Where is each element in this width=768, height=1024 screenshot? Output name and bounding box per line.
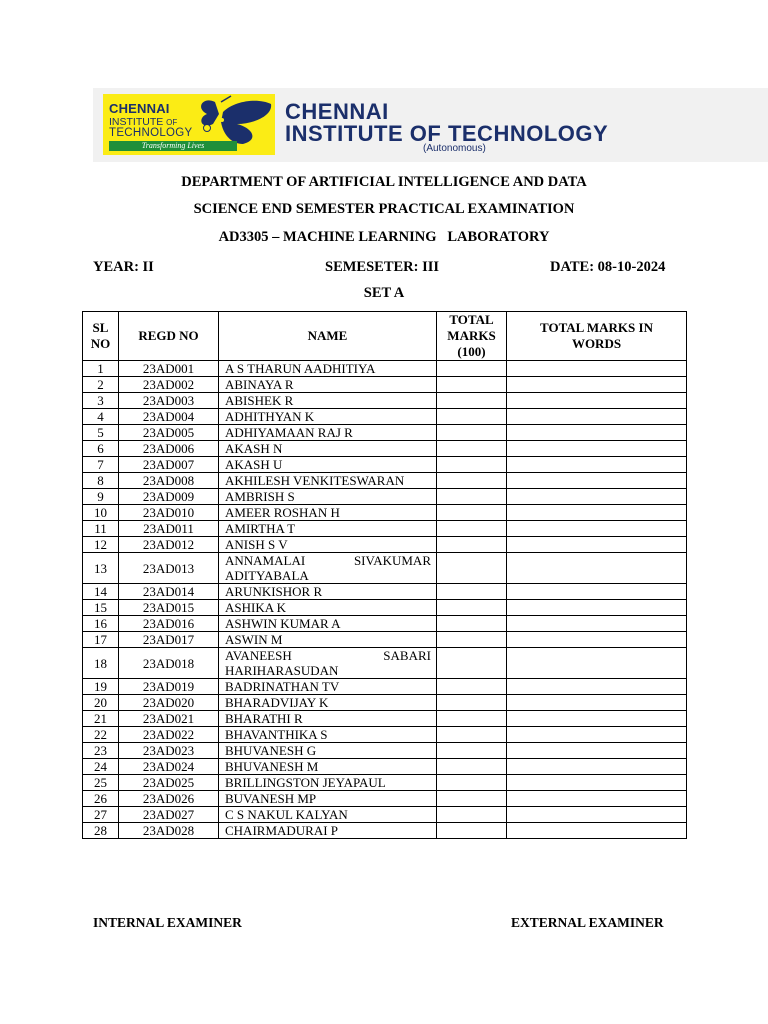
row-marks-words[interactable]	[507, 489, 687, 505]
row-marks-words[interactable]	[507, 441, 687, 457]
row-name: AMIRTHA T	[219, 521, 437, 537]
row-total-marks[interactable]	[437, 727, 507, 743]
row-name: AKASH N	[219, 441, 437, 457]
table-row	[83, 711, 687, 727]
row-regd: 23AD025	[119, 775, 219, 791]
row-total-marks[interactable]	[437, 632, 507, 648]
row-name: ARUNKISHOR R	[219, 584, 437, 600]
date-label: DATE: 08-10-2024	[550, 259, 666, 275]
row-marks-words[interactable]	[507, 632, 687, 648]
table-row	[83, 521, 687, 537]
row-total-marks[interactable]	[437, 759, 507, 775]
row-marks-words[interactable]	[507, 648, 687, 679]
row-name: AVANEESH SABARI HARIHARASUDAN	[219, 648, 437, 679]
row-sl: 22	[83, 727, 119, 743]
row-sl: 19	[83, 679, 119, 695]
row-name: ANNAMALAI SIVAKUMAR ADITYABALA	[219, 553, 437, 584]
header-marks-words	[507, 312, 687, 361]
row-regd: 23AD023	[119, 743, 219, 759]
institute-banner	[93, 88, 768, 162]
header-total-line3: (100)	[457, 344, 486, 359]
row-name: ABISHEK R	[219, 393, 437, 409]
row-name: AMEER ROSHAN H	[219, 505, 437, 521]
row-sl: 11	[83, 521, 119, 537]
row-total-marks[interactable]	[437, 648, 507, 679]
row-sl: 26	[83, 791, 119, 807]
row-total-marks[interactable]	[437, 823, 507, 839]
row-marks-words[interactable]	[507, 505, 687, 521]
row-sl: 23	[83, 743, 119, 759]
row-sl: 9	[83, 489, 119, 505]
row-sl: 4	[83, 409, 119, 425]
brand-name-line2: INSTITUTE OF TECHNOLOGY	[285, 121, 609, 146]
row-sl: 17	[83, 632, 119, 648]
row-marks-words[interactable]	[507, 393, 687, 409]
row-sl: 10	[83, 505, 119, 521]
row-regd: 23AD017	[119, 632, 219, 648]
row-regd: 23AD018	[119, 648, 219, 679]
row-total-marks[interactable]	[437, 457, 507, 473]
row-total-marks[interactable]	[437, 743, 507, 759]
row-sl: 27	[83, 807, 119, 823]
table-row	[83, 361, 687, 377]
row-marks-words[interactable]	[507, 695, 687, 711]
row-name: AMBRISH S	[219, 489, 437, 505]
row-name: BHUVANESH G	[219, 743, 437, 759]
row-total-marks[interactable]	[437, 807, 507, 823]
row-total-marks[interactable]	[437, 775, 507, 791]
row-marks-words[interactable]	[507, 743, 687, 759]
row-regd: 23AD021	[119, 711, 219, 727]
internal-examiner-label: INTERNAL EXAMINER	[93, 915, 242, 930]
row-sl: 2	[83, 377, 119, 393]
row-marks-words[interactable]	[507, 600, 687, 616]
row-total-marks[interactable]	[437, 616, 507, 632]
row-regd: 23AD011	[119, 521, 219, 537]
row-total-marks[interactable]	[437, 441, 507, 457]
row-sl: 21	[83, 711, 119, 727]
row-regd: 23AD004	[119, 409, 219, 425]
year-label: YEAR: II	[93, 259, 154, 275]
table-row	[83, 457, 687, 473]
row-regd: 23AD007	[119, 457, 219, 473]
table-row	[83, 695, 687, 711]
logo-chennai: CHENNAI	[109, 101, 170, 116]
row-marks-words[interactable]	[507, 409, 687, 425]
institute-logo	[103, 94, 275, 155]
row-name: BUVANESH MP	[219, 791, 437, 807]
row-name: ADHITHYAN K	[219, 409, 437, 425]
row-name: BHARATHI R	[219, 711, 437, 727]
row-regd: 23AD003	[119, 393, 219, 409]
semester-label: SEMESETER: III	[325, 259, 440, 275]
row-sl: 20	[83, 695, 119, 711]
row-name: A S THARUN AADHITIYA	[219, 361, 437, 377]
heading-course: AD3305 – MACHINE LEARNING LABORATORY	[218, 229, 550, 245]
row-total-marks[interactable]	[437, 600, 507, 616]
table-row	[83, 743, 687, 759]
row-regd: 23AD014	[119, 584, 219, 600]
row-total-marks[interactable]	[437, 425, 507, 441]
table-row	[83, 505, 687, 521]
row-total-marks[interactable]	[437, 695, 507, 711]
row-regd: 23AD027	[119, 807, 219, 823]
row-total-marks[interactable]	[437, 679, 507, 695]
row-regd: 23AD013	[119, 553, 219, 584]
table-row	[83, 441, 687, 457]
row-name: AKASH U	[219, 457, 437, 473]
row-sl: 3	[83, 393, 119, 409]
row-regd: 23AD022	[119, 727, 219, 743]
row-marks-words[interactable]	[507, 679, 687, 695]
row-total-marks[interactable]	[437, 537, 507, 553]
row-name: ADHIYAMAAN RAJ R	[219, 425, 437, 441]
header-sl-line1: SL	[92, 320, 109, 335]
row-total-marks[interactable]	[437, 584, 507, 600]
logo-institute-word: INSTITUTE	[109, 116, 164, 128]
row-regd: 23AD010	[119, 505, 219, 521]
logo-tagline: Transforming Lives	[109, 141, 237, 151]
row-marks-words[interactable]	[507, 616, 687, 632]
header-regd-no: REGD NO	[119, 312, 219, 361]
row-sl: 15	[83, 600, 119, 616]
table-row	[83, 791, 687, 807]
row-sl: 6	[83, 441, 119, 457]
row-regd: 23AD028	[119, 823, 219, 839]
row-sl: 13	[83, 553, 119, 584]
row-marks-words[interactable]	[507, 521, 687, 537]
header-total-line2: MARKS	[447, 328, 496, 343]
table-row	[83, 409, 687, 425]
row-name: BADRINATHAN TV	[219, 679, 437, 695]
brand-name-line1: CHENNAI	[285, 99, 389, 124]
row-marks-words[interactable]	[507, 807, 687, 823]
table-row	[83, 425, 687, 441]
row-regd: 23AD015	[119, 600, 219, 616]
logo-of: OF	[166, 118, 178, 127]
row-sl: 18	[83, 648, 119, 679]
row-marks-words[interactable]	[507, 361, 687, 377]
row-marks-words[interactable]	[507, 727, 687, 743]
row-sl: 7	[83, 457, 119, 473]
row-total-marks[interactable]	[437, 711, 507, 727]
header-words-line1: TOTAL MARKS IN	[540, 320, 653, 335]
row-regd: 23AD005	[119, 425, 219, 441]
row-regd: 23AD020	[119, 695, 219, 711]
row-name: ABINAYA R	[219, 377, 437, 393]
row-total-marks[interactable]	[437, 473, 507, 489]
row-sl: 12	[83, 537, 119, 553]
table-row	[83, 616, 687, 632]
logo-technology: TECHNOLOGY	[109, 127, 193, 139]
row-marks-words[interactable]	[507, 473, 687, 489]
row-regd: 23AD019	[119, 679, 219, 695]
row-name: BHARADVIJAY K	[219, 695, 437, 711]
header-sl-no	[83, 312, 119, 361]
row-marks-words[interactable]	[507, 553, 687, 584]
table-row	[83, 807, 687, 823]
row-regd: 23AD016	[119, 616, 219, 632]
row-name: AKHILESH VENKITESWARAN	[219, 473, 437, 489]
row-regd: 23AD026	[119, 791, 219, 807]
table-row	[83, 823, 687, 839]
row-name: ASWIN M	[219, 632, 437, 648]
table-row	[83, 600, 687, 616]
header-name: NAME	[219, 312, 437, 361]
row-marks-words[interactable]	[507, 457, 687, 473]
row-sl: 25	[83, 775, 119, 791]
marks-table	[82, 311, 687, 839]
row-regd: 23AD008	[119, 473, 219, 489]
row-name: ASHIKA K	[219, 600, 437, 616]
table-row	[83, 473, 687, 489]
table-row	[83, 489, 687, 505]
row-marks-words[interactable]	[507, 377, 687, 393]
row-regd: 23AD006	[119, 441, 219, 457]
row-sl: 28	[83, 823, 119, 839]
row-total-marks[interactable]	[437, 393, 507, 409]
row-regd: 23AD009	[119, 489, 219, 505]
row-name: BHAVANTHIKA S	[219, 727, 437, 743]
row-sl: 8	[83, 473, 119, 489]
header-total-marks	[437, 312, 507, 361]
row-name: BHUVANESH M	[219, 759, 437, 775]
row-marks-words[interactable]	[507, 823, 687, 839]
row-name: BRILLINGSTON JEYAPAUL	[219, 775, 437, 791]
row-marks-words[interactable]	[507, 425, 687, 441]
table-header-row	[83, 312, 687, 361]
row-marks-words[interactable]	[507, 584, 687, 600]
table-row	[83, 393, 687, 409]
header-words-line2: WORDS	[571, 336, 622, 351]
row-name: C S NAKUL KALYAN	[219, 807, 437, 823]
row-total-marks[interactable]	[437, 521, 507, 537]
row-total-marks[interactable]	[437, 361, 507, 377]
row-sl: 5	[83, 425, 119, 441]
table-row	[83, 648, 687, 679]
table-row	[83, 679, 687, 695]
row-sl: 14	[83, 584, 119, 600]
heading-department: DEPARTMENT OF ARTIFICIAL INTELLIGENCE AND DATA	[181, 174, 587, 190]
external-examiner-label: EXTERNAL EXAMINER	[511, 915, 664, 930]
row-regd: 23AD001	[119, 361, 219, 377]
table-row	[83, 727, 687, 743]
row-name: ASHWIN KUMAR A	[219, 616, 437, 632]
row-marks-words[interactable]	[507, 759, 687, 775]
row-sl: 24	[83, 759, 119, 775]
logo-institute	[109, 117, 177, 128]
row-total-marks[interactable]	[437, 377, 507, 393]
row-marks-words[interactable]	[507, 775, 687, 791]
table-row	[83, 553, 687, 584]
header-sl-line2: NO	[90, 336, 111, 351]
row-sl: 1	[83, 361, 119, 377]
table-row	[83, 775, 687, 791]
row-total-marks[interactable]	[437, 553, 507, 584]
row-regd: 23AD002	[119, 377, 219, 393]
row-total-marks[interactable]	[437, 505, 507, 521]
row-total-marks[interactable]	[437, 409, 507, 425]
table-row	[83, 377, 687, 393]
row-regd: 23AD012	[119, 537, 219, 553]
row-name: ANISH S V	[219, 537, 437, 553]
row-total-marks[interactable]	[437, 791, 507, 807]
table-row	[83, 537, 687, 553]
heading-exam: SCIENCE END SEMESTER PRACTICAL EXAMINATION	[193, 201, 575, 217]
brand-status: (Autonomous)	[423, 143, 486, 154]
row-total-marks[interactable]	[437, 489, 507, 505]
table-row	[83, 632, 687, 648]
set-label: SET A	[363, 285, 405, 301]
table-row	[83, 759, 687, 775]
row-marks-words[interactable]	[507, 537, 687, 553]
row-name: CHAIRMADURAI P	[219, 823, 437, 839]
row-marks-words[interactable]	[507, 791, 687, 807]
row-regd: 23AD024	[119, 759, 219, 775]
header-total-line1: TOTAL	[449, 312, 494, 327]
table-row	[83, 584, 687, 600]
row-marks-words[interactable]	[507, 711, 687, 727]
row-sl: 16	[83, 616, 119, 632]
